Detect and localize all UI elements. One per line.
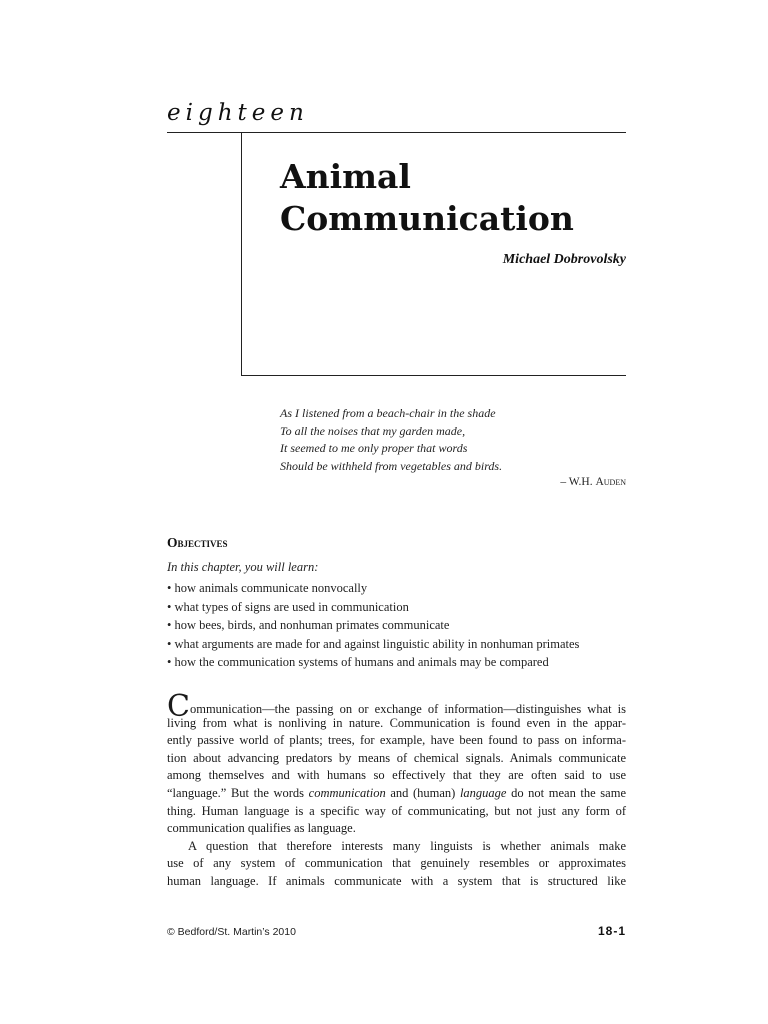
chapter-title-line-1: Animal [280,157,411,196]
epigraph [280,405,502,475]
epigraph-line: Should be withheld from vegetables and birds. [280,458,503,473]
italic-term: communication [308,785,386,800]
objective-item: • what arguments are made for and against linguistic ability in nonhuman primates [167,636,580,651]
attribution-prefix: – W.H. [560,476,596,488]
body-line: communication qualifies as language. [167,821,356,836]
chapter-title [280,156,574,240]
body-line: living from what is nonliving in nature. Communication is found even in the appar- [167,715,626,730]
epigraph-line: As I listened from a beach-chair in the shade [280,406,496,420]
body-text [167,689,626,891]
objective-item: • how the communication systems of humans and animals may be compared [167,655,549,669]
epigraph-line: It seemed to me only proper that words [280,441,468,455]
objective-item: • what types of signs are used in communication [167,599,409,614]
body-line: ently passive world of plants; trees, for example, have been found to pass on informa- [167,733,626,748]
objectives-intro: In this chapter, you will learn: [167,560,319,574]
objectives-heading: Objectives [167,535,228,550]
drop-cap: C [167,689,190,724]
attribution-name: Auden [595,476,626,488]
objective-item: • how animals communicate nonvocally [167,581,368,595]
chapter-number: eighteen [167,100,309,126]
body-line: among themselves and with humans so effectively that they are often said to use [167,768,626,783]
body-line: Communication—the passing on or exchange of information—distinguishes what is [167,689,626,724]
body-line: use of any system of communication that genuinely resembles or approximates [167,856,626,871]
objectives-list [167,579,579,672]
body-line: “language.” But the words communication and (human) language do not mean the same [167,785,626,800]
footer-copyright: © Bedford/St. Martin’s 2010 [167,926,296,938]
objective-item: • how bees, birds, and nonhuman primates communicate [167,618,450,632]
body-line: thing. Human language is a specific way of communicating, but not just any form of [167,803,626,818]
page-number: 18-1 [597,924,626,938]
body-line: A question that therefore interests many linguists is whether animals make [188,838,626,853]
author-name: Michael Dobrovolsky [502,252,626,267]
chapter-title-line-2: Communication [280,199,574,238]
epigraph-line: To all the noises that my garden made, [280,423,466,438]
italic-term: language [459,785,507,800]
body-line: tion about advancing predators by means of chemical signals. Animals communicate [167,750,626,765]
epigraph-attribution [560,476,626,488]
body-line: human language. If animals communicate with a system that is structured like [167,873,626,888]
